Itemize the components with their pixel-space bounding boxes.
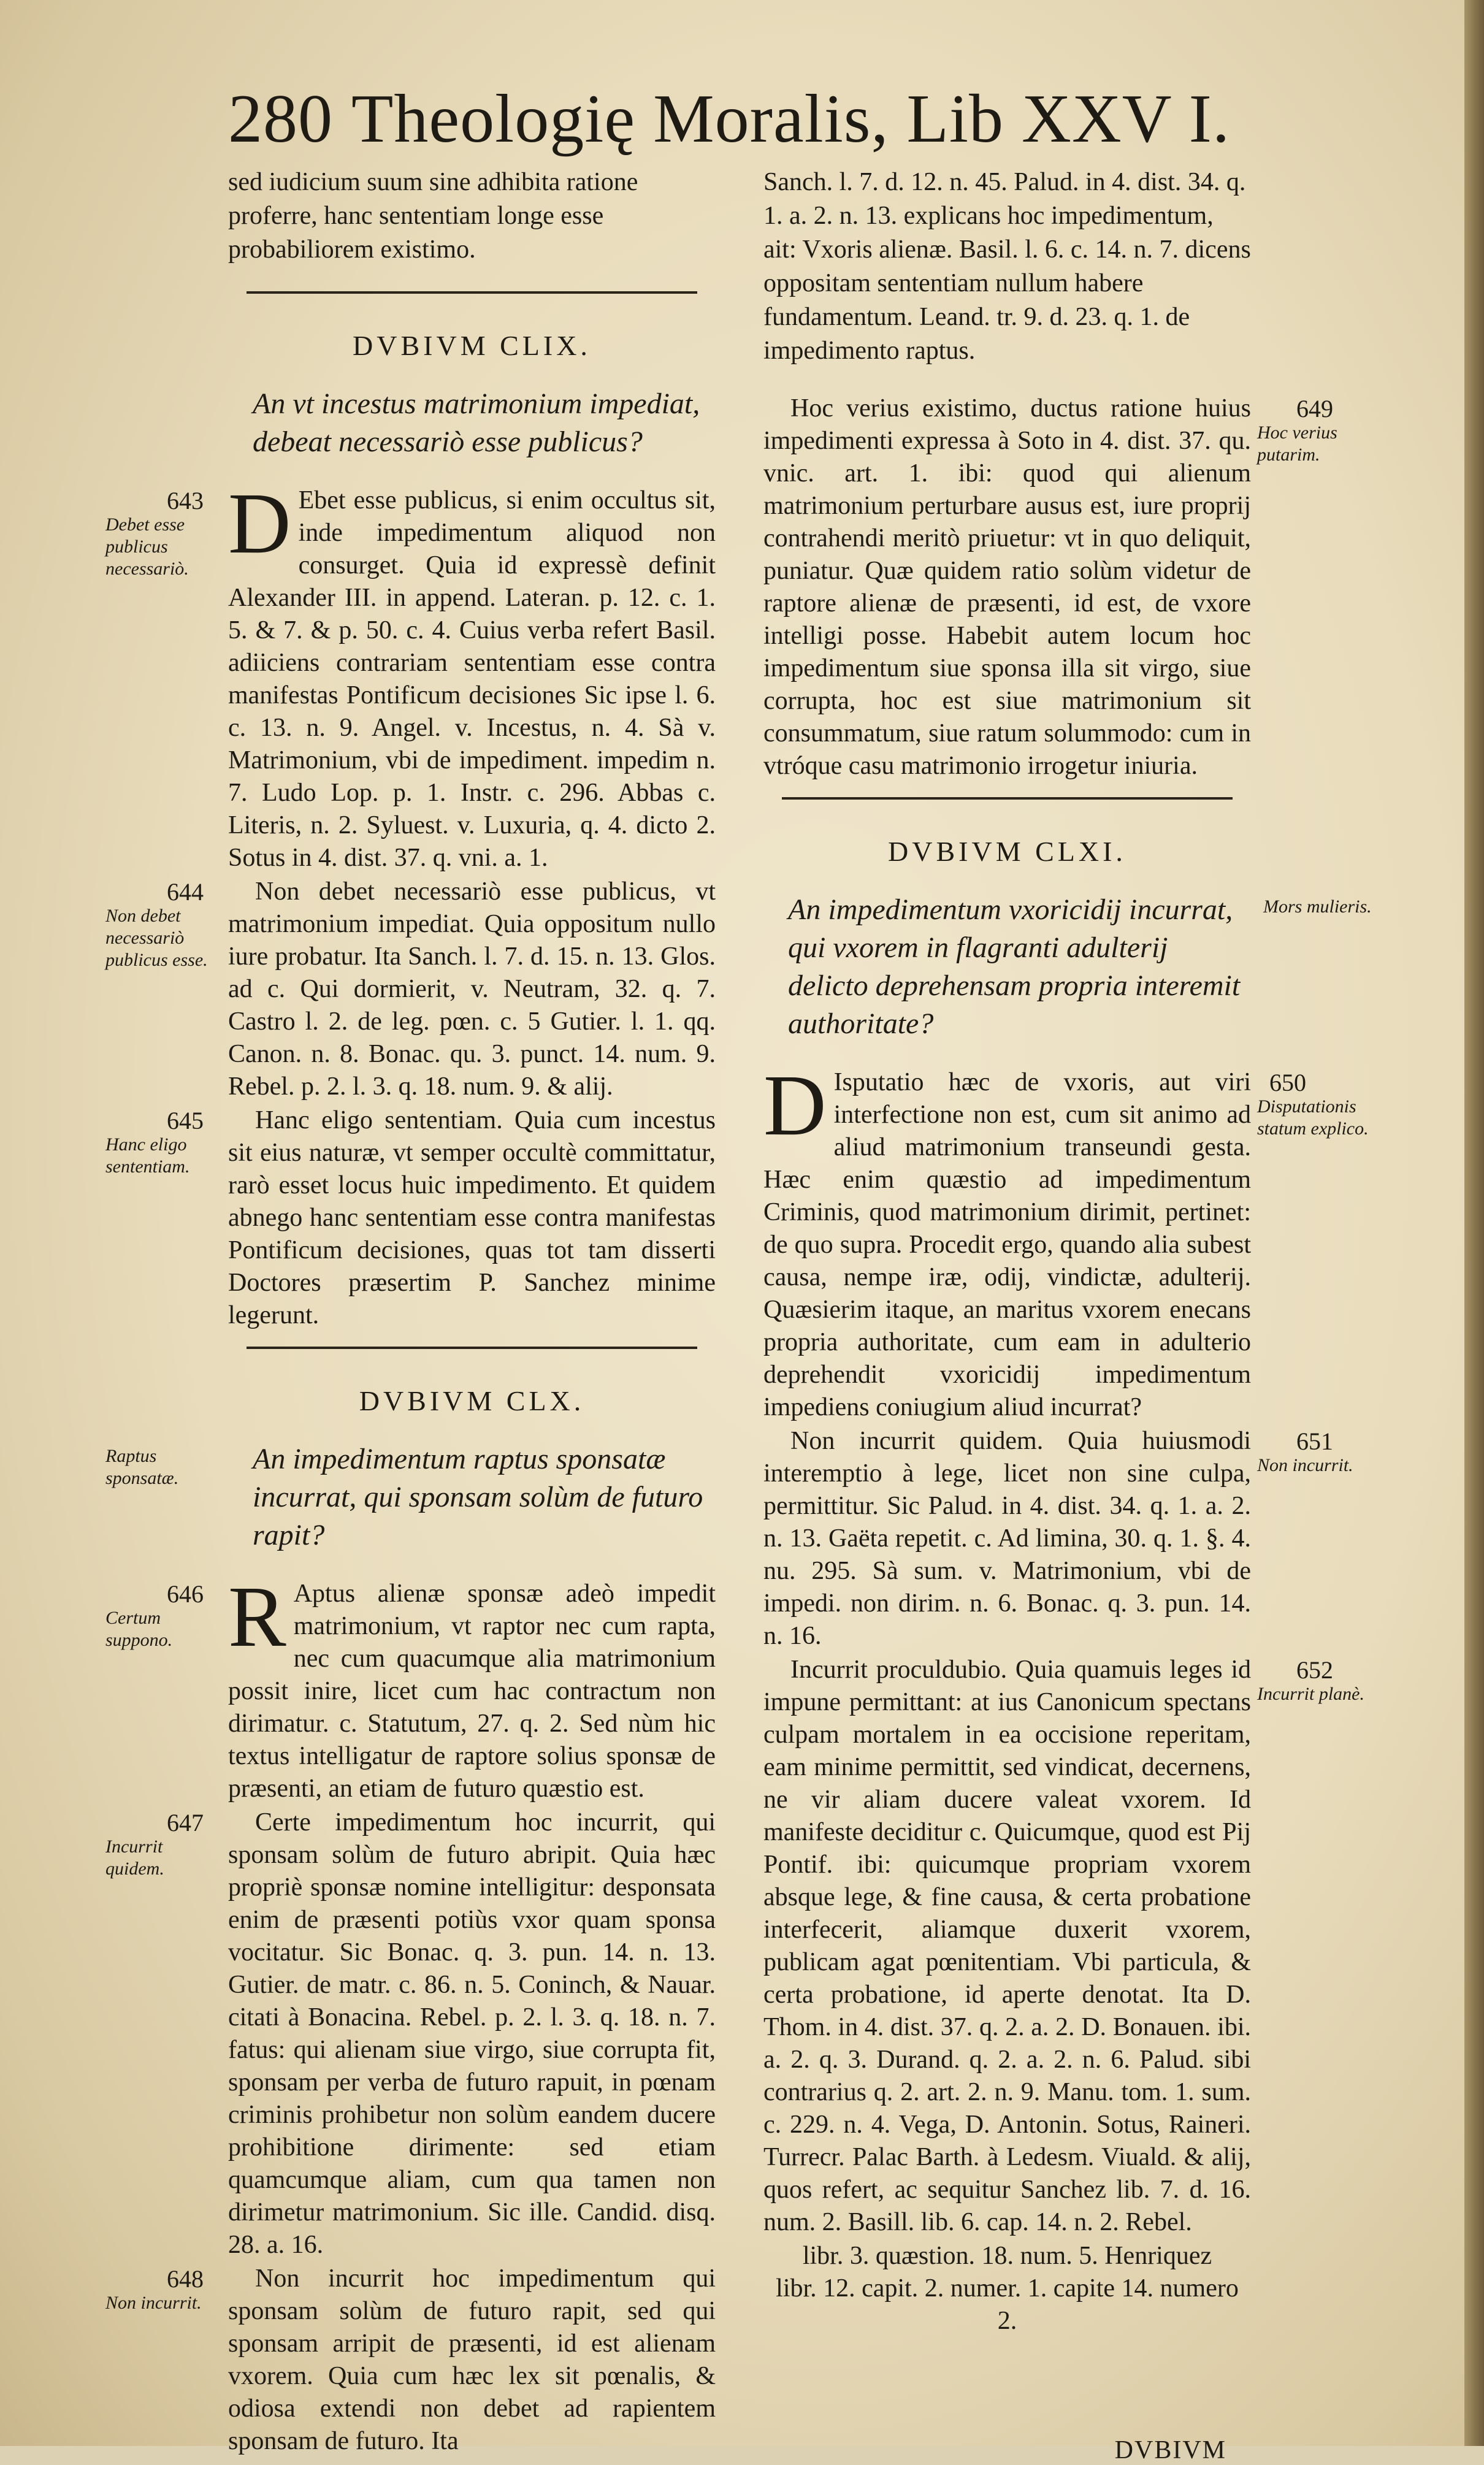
paragraph-number: 652	[1296, 1656, 1333, 1684]
dubium-question: An vt incestus matrimonium impediat, debeat necessariò esse publicus?	[253, 388, 700, 458]
paragraph-text: Aptus alienæ sponsæ adeò impedit matrimonium, vt raptor nec cum rapta, nec cum quacumque alia matrimonium possit inire, licet cum hac contractum non dirimatur. c. Statutum, 27. q. 2. Sed nùm hic textus intelligatur de raptore solius sponsæ de præsenti, an etiam de futuro quæstio est.	[228, 1580, 716, 1803]
question-block	[105, 1440, 716, 1554]
tail-line: libr. 3. quæstion. 18. num. 5. Henriquez	[802, 2242, 1212, 2270]
paragraph-number: 650	[1269, 1069, 1306, 1096]
binding-gutter	[1464, 0, 1484, 2446]
continued-text: sed iudicium suum sine adhibita ratione proferre, hanc sententiam longe esse probabiliorem existimo.	[228, 168, 638, 264]
dubium-question: An impedimentum raptus sponsatæ incurrat, qui sponsam solùm de futuro rapit?	[253, 1443, 703, 1551]
paragraph-text: Non incurrit quidem. Quia huiusmodi interemptio à lege, licet non sine culpa, permittitur. Sic Palud. in 4. dist. 34. q. 1. a. 2. n. 13. Gaëta repetit. c. Ad limina, 30. q. 1. §. 4. nu. 295. Sà sum. v. Matrimonium, vbi de impedi. non dirim. n. 6. Bonac. q. 3. pun. 14. n. 16.	[763, 1427, 1251, 1650]
paragraph-650	[763, 1057, 1369, 1424]
drop-cap: D	[228, 475, 291, 571]
dubium-heading: DVBIVM CLIX.	[353, 330, 591, 361]
margin-summary: Hoc verius putarim.	[1257, 422, 1337, 465]
paragraph-number: 643	[167, 487, 204, 514]
paragraph-number: 649	[1296, 395, 1333, 422]
paragraph-text: Hoc verius existimo, ductus ratione huius impedimenti expressa à Soto in 4. dist. 37. qu. vnic. art. 1. ibi: quod qui alienum matrimonium perturbare ausus est, iure proprij contrahendi meritò priuetur: vt in quo deliquit, puniatur. Quæ quidem ratio solùm videtur de raptore alienæ de præsenti, id est, de vxore intelligi posse. Habebit autem locum hoc impedimentum siue sponsa illa sit virgo, siue corrupta, hoc est siue matrimonium sit consummatum, siue ratum solummodo: cum in vtróque casu matrimonio irrogetur iniuria.	[763, 394, 1251, 780]
running-head	[228, 80, 1230, 159]
margin-summary: Certum suppono.	[105, 1608, 173, 1650]
margin-summary: Hanc eligo sententiam.	[105, 1134, 190, 1177]
paragraph-text: Isputatio hæc de vxoris, aut viri interfectione non est, cum sit animo ad aliud matrimonium transeundi gesta. Hæc enim quæstio ad impedimentum Criminis, quod matrimonium dirimit, pertinet: de quo supra. Procedit ergo, quando alia subest causa, nempe iræ, odij, vindictæ, adulterij. Quæsierim itaque, an maritus vxorem enecans propria authoritate, cum eam in adulterio deprehendit vxoricidij impedimentum impediens coniugium aliud incurrat?	[763, 1068, 1251, 1421]
tail-line: libr. 12. capit. 2. numer. 1. capite 14. numero 2.	[776, 2274, 1239, 2335]
paragraph-number: 646	[167, 1580, 204, 1608]
paragraph-649	[763, 392, 1337, 782]
paragraph-number: 644	[167, 878, 204, 906]
paragraph-text: Incurrit proculdubio. Quia quamuis leges id impune permittant: at ius Canonicum spectans culpam mortalem in ea occisione reperitam, eam minime permittit, sed vindicat, decernens, ne vir aliam ducere valeat vxorem. Id manifeste deciditur c. Quicumque, quod est Pij Pontif. ibi: quicumque propriam vxorem absque lege, & fine causa, & certa probatione interfecerit, aliamque duxerit vxorem, publicam agat pœnitentiam. Vbi particula, & certa probatione, id aperte denotat. Ita D. Thom. in 4. dist. 37. q. 2. a. 2. D. Bonauen. ibi. a. 2. q. 3. Durand. q. 2. a. 2. n. 6. Palud. sibi contrarius q. 2. art. 2. n. 9. Manu. tom. 1. sum. c. 229. n. 4. Vega, D. Antonin. Sotus, Raineri. Turrecr. Palac Barth. à Ledesm. Viuald. & alij, quos refert, ac sequitur Sanchez lib. 7. d. 16. num. 2. Basill. lib. 6. cap. 14. n. 2. Rebel.	[763, 1656, 1251, 2236]
drop-cap: D	[763, 1057, 827, 1153]
paragraph-number: 645	[167, 1107, 204, 1134]
margin-summary: Mors mulieris.	[1263, 896, 1372, 917]
dubium-heading: DVBIVM CLX.	[359, 1385, 585, 1416]
paragraph-646	[105, 1568, 716, 1805]
margin-summary: Incurrit planè.	[1257, 1684, 1364, 1704]
margin-summary: Non incurrit.	[1257, 1455, 1353, 1475]
margin-summary: Non debet necessariò publicus esse.	[105, 906, 208, 970]
section-rule	[247, 291, 697, 294]
dubium-heading: DVBIVM CLXI.	[888, 836, 1126, 867]
paragraph-text: Ebet esse publicus, si enim occultus sit, inde impedimentum aliquod non consurget. Quia id expressè definit Alexander III. in append. Lateran. p. 12. c. 1. 5. & 7. & p. 50. c. 4. Cuius verba refert Basil. adiiciens contrariam sententiam esse contra manifestas Pontificum decisiones Sic ipse l. 6. c. 13. n. 9. Angel. v. Incestus, n. 4. Sà v. Matrimonium, vbi de impediment. impedim n. 7. Ludo Lop. p. 1. Instr. c. 296. Abbas c. Literis, n. 2. Syluest. v. Luxuria, q. 4. dicto 2. Sotus in 4. dist. 37. q. vni. a. 1.	[228, 486, 716, 872]
section-rule	[782, 797, 1233, 800]
margin-summary: Raptus sponsatæ.	[105, 1446, 179, 1488]
paragraph-645	[105, 1104, 716, 1332]
paragraph-number: 651	[1296, 1427, 1333, 1455]
catchword: DVBIVM	[1114, 2436, 1226, 2464]
page-number: 280	[228, 81, 333, 157]
margin-summary: Non incurrit.	[105, 2293, 202, 2313]
paragraph-643	[105, 475, 716, 874]
running-title: Theologię Moralis, Lib XXV I.	[351, 81, 1230, 157]
section-rule	[247, 1347, 697, 1349]
paragraph-644	[105, 876, 716, 1103]
continued-text: Sanch. l. 7. d. 12. n. 45. Palud. in 4. dist. 34. q. 1. a. 2. n. 13. explicans hoc impedimentum, ait: Vxoris alienæ. Basil. l. 6. c. 14. n. 7. dicens oppositam sententiam nullum habere fundamentum. Leand. tr. 9. d. 23. q. 1. de impedimento raptus.	[763, 168, 1251, 365]
paragraph-number: 647	[167, 1809, 204, 1836]
paragraph-text: Non debet necessariò esse publicus, vt matrimonium impediat. Quia oppositum nullo iure probatur. Ita Sanch. l. 7. d. 15. n. 13. Glos. ad c. Qui dormierit, v. Neutram, 32. q. 7. Castro l. 2. de leg. pœn. c. 5 Gutier. l. 1. qq. Canon. n. 8. Bonac. qu. 3. punct. 14. num. 9. Rebel. p. 2. l. 3. q. 18. num. 9. & alij.	[228, 877, 716, 1101]
paragraph-651	[763, 1425, 1353, 1653]
margin-summary: Debet esse publicus necessariò.	[105, 514, 189, 579]
margin-summary: Disputationis statum explico.	[1257, 1096, 1369, 1139]
right-column	[763, 166, 1372, 2465]
left-column	[105, 166, 716, 2459]
dubium-question: An impedimentum vxoricidij incurrat, qui vxorem in flagranti adulterij delicto deprehensam propria interemit authoritate?	[788, 893, 1241, 1040]
paragraph-text: Hanc eligo sententiam. Quia cum incestus sit eius naturæ, vt semper occultè committatur, rarò esset locus huic impedimento. Et quidem abnego hanc sententiam esse contra manifestas Pontificum decisiones, quas tot tam disserti Doctores præsertim P. Sanchez minime legerunt.	[228, 1106, 716, 1329]
drop-cap: R	[228, 1568, 286, 1665]
paragraph-text: Certe impedimentum hoc incurrit, qui sponsam solùm de futuro abripit. Quia hæc propriè sponsæ nomine intelligitur: desponsata enim de præsenti potiùs vxor quam sponsa vocitatur. Sic Bonac. q. 3. pun. 14. n. 13. Gutier. de matr. c. 86. n. 5. Coninch, & Nauar. citati à Bonacina. Rebel. p. 2. l. 3. q. 18. n. 7. fatus: qui alienam siue virgo, siue corrupta fit, sponsam per verba de futuro rapuit, in pœnam criminis prohibetur non solùm eandem ducere prohibitione dirimente: sed etiam quamcumque aliam, cum qua tamen non dirimetur matrimonium. Sic ille. Candid. disq. 28. a. 16.	[228, 1808, 716, 2259]
paragraph-648	[105, 2263, 716, 2458]
paragraph-text: Non incurrit hoc impedimentum qui sponsam solùm de futuro rapit, sed qui sponsam arripit de præsenti, id est alienam vxorem. Quia cum hæc lex sit pœnalis, & odiosa extendi non debet ad rapientem sponsam de futuro. Ita	[228, 2264, 716, 2455]
paragraph-647	[105, 1806, 716, 2261]
margin-summary: Incurrit quidem.	[105, 1836, 164, 1879]
paragraph-652	[763, 1654, 1364, 2239]
question-block	[763, 891, 1372, 1043]
paragraph-number: 648	[167, 2265, 204, 2293]
